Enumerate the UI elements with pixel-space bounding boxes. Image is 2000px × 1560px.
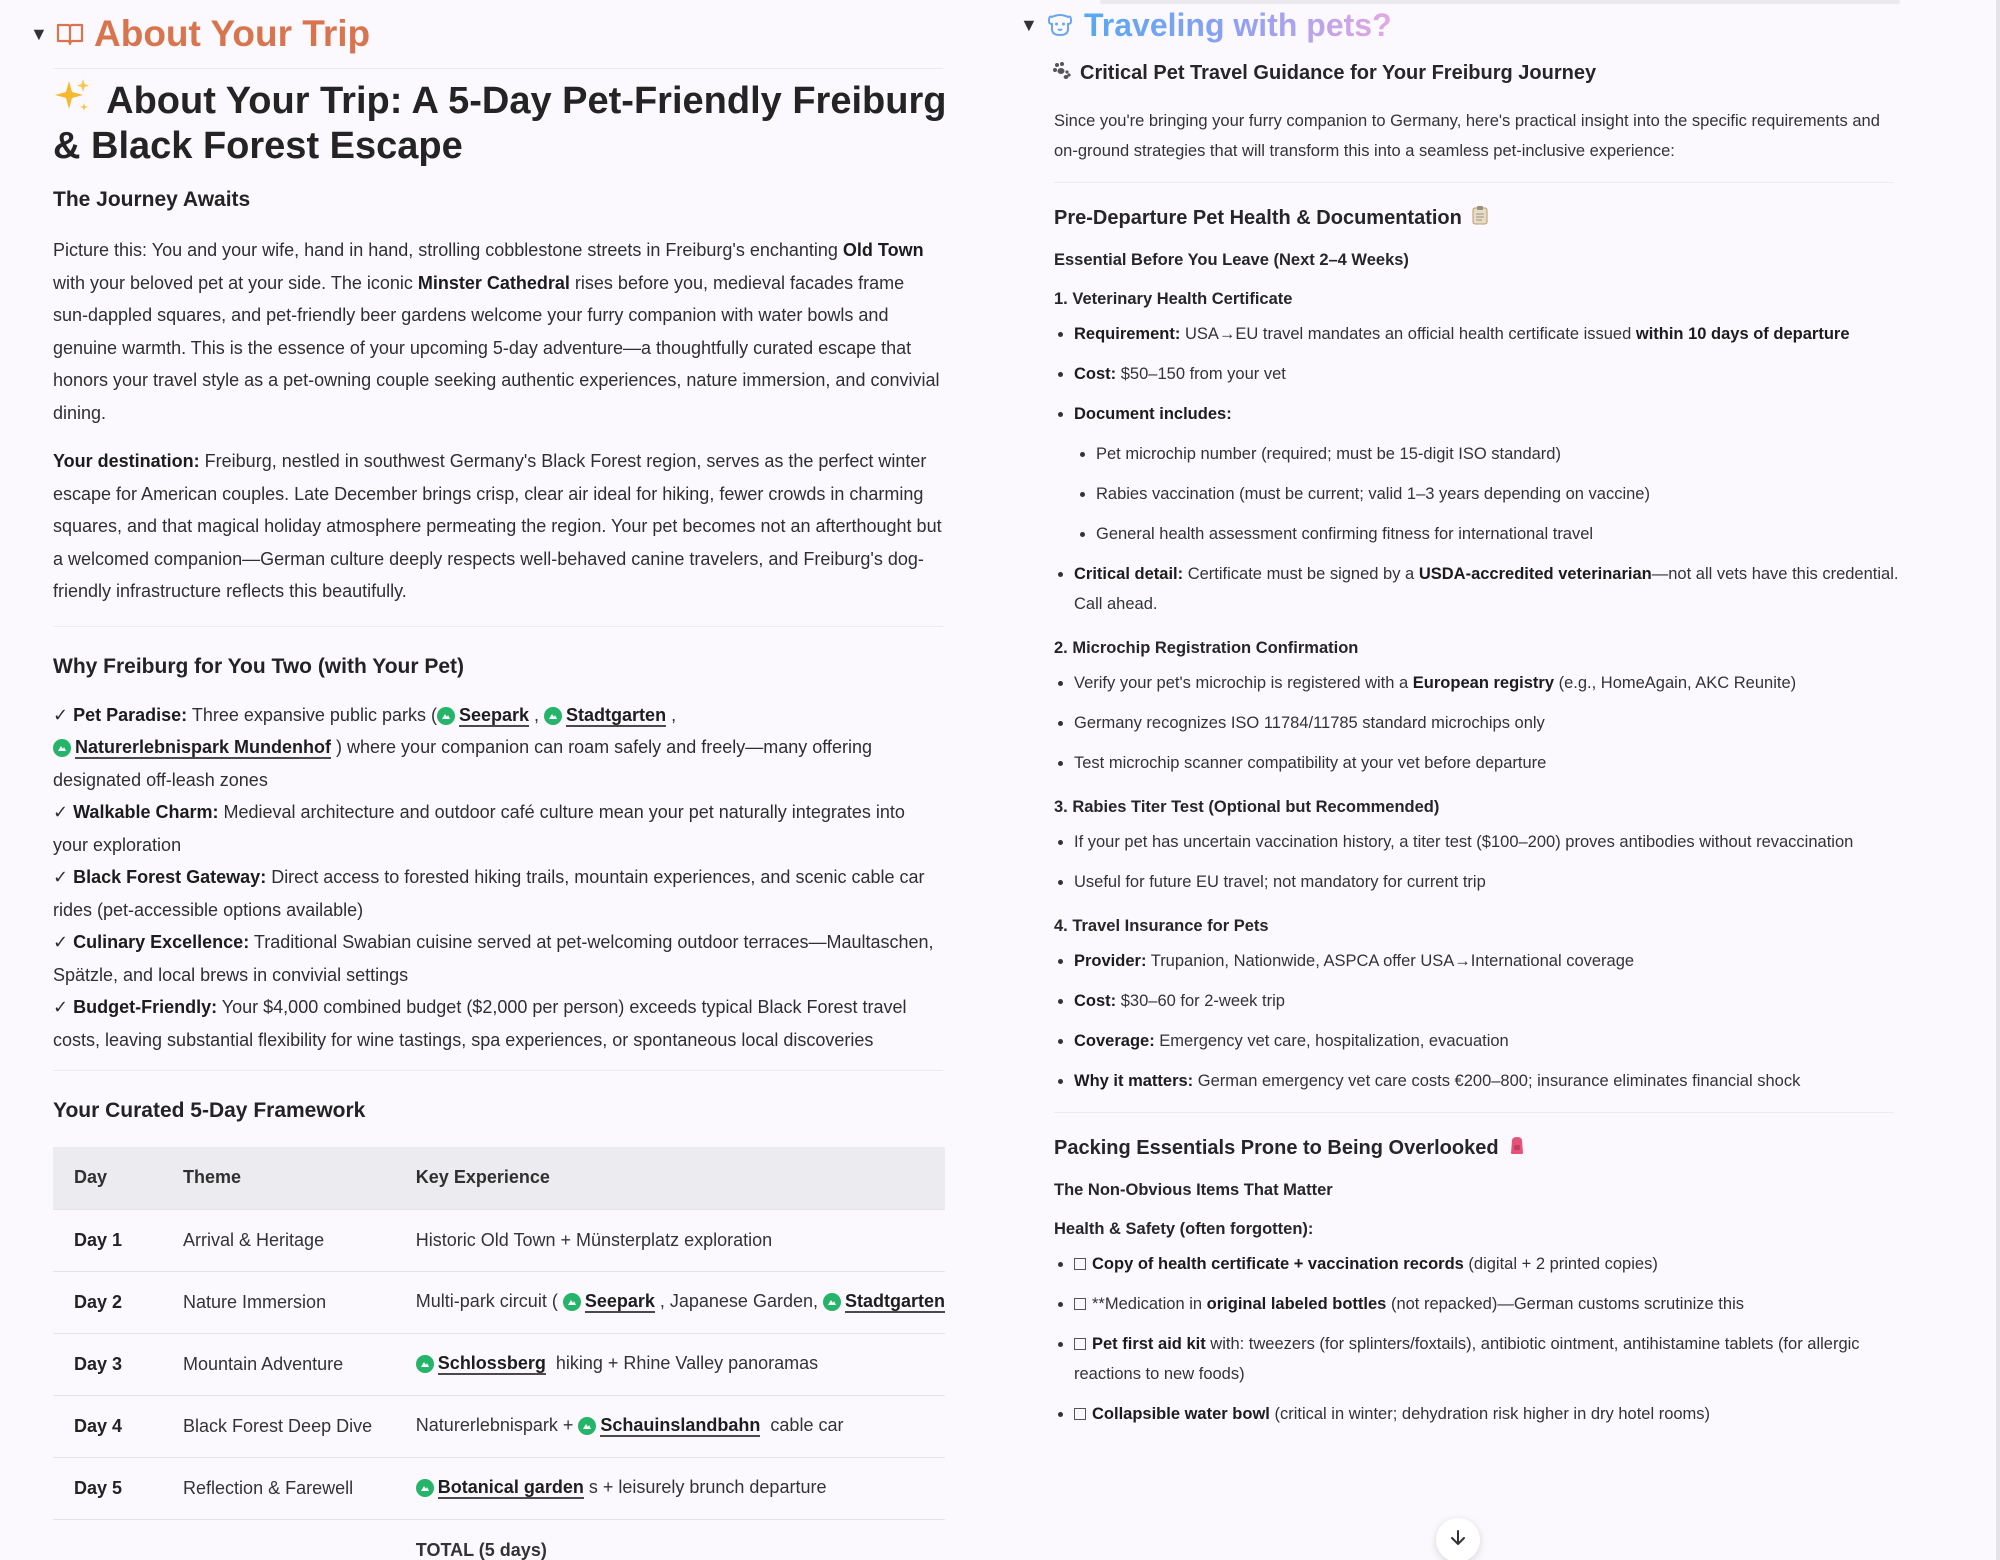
map-pin-icon <box>53 739 71 757</box>
journey-heading: The Journey Awaits <box>53 188 251 211</box>
section-title: Traveling with pets? <box>1084 6 1392 43</box>
list-item: • Why it matters: German emergency vet care costs €200–800; insurance eliminates financial shock <box>1074 1066 1899 1096</box>
collapse-caret-icon[interactable]: ▼ <box>30 23 48 44</box>
insurance-heading: 4. Travel Insurance for Pets <box>1054 917 1269 935</box>
list-item: ✓ Culinary Excellence: Traditional Swabian cuisine served at pet-welcoming outdoor terraces—Maultaschen, Spätzle, and local brews in convivial settings <box>53 932 934 985</box>
arrow-down-icon <box>1448 1528 1468 1553</box>
rabies-list <box>1074 827 1899 897</box>
predeparture-heading: Pre-Departure Pet Health & Documentation <box>1054 205 1980 231</box>
table-total-row: TOTAL (5 days) <box>53 1519 945 1560</box>
itinerary-table <box>53 1147 945 1560</box>
list-item: ✓ Black Forest Gateway: Direct access to forested hiking trails, mountain experiences, and scenic cable car rides (pet-accessible options available) <box>53 867 925 920</box>
table-row: Day 2 Nature Immersion Multi-park circuit ( Seepark , Japanese Garden, Stadtgarten <box>53 1271 945 1333</box>
map-pin-icon <box>416 1479 434 1497</box>
scrollbar-track[interactable] <box>1996 0 2000 1560</box>
list-item: • Document includes: • Pet microchip number (required; must be 15-digit ISO standard) • Rabies vaccination (must be current; valid 1–3 years depending on vaccine) • General health assessment confirming fitness for international travel <box>1074 399 1899 549</box>
pets-header[interactable] <box>1020 0 1980 50</box>
health-safety-heading: Health & Safety (often forgotten): <box>1054 1220 1314 1238</box>
checkbox[interactable] <box>1074 1258 1086 1270</box>
essential-heading: Essential Before You Leave (Next 2–4 Weeks) <box>1054 251 1409 269</box>
sparkles-icon <box>53 77 97 125</box>
list-item: • Test microchip scanner compatibility at your vet before departure <box>1074 748 1899 778</box>
why-freiburg-list <box>53 699 943 1057</box>
list-item: • General health assessment confirming fitness for international travel <box>1096 519 1896 549</box>
checkbox[interactable] <box>1074 1338 1086 1350</box>
list-item: • Cost: $30–60 for 2-week trip <box>1074 986 1899 1016</box>
checkbox[interactable] <box>1074 1298 1086 1310</box>
map-pin-icon <box>578 1417 596 1435</box>
destination-paragraph: Your destination: Freiburg, nestled in southwest Germany's Black Forest region, serves as the perfect winter escape for American couples. Late December brings crisp, clear air ideal for hiking, fewer crowds in charming squares, and that magical holiday atmosphere permeating the region. Your pet becomes not an afterthought but a welcomed companion—German culture deeply respects well-behaved canine travelers, and Freiburg's dog-friendly infrastructure reflects this beautifully. <box>53 451 942 601</box>
packing-heading: Packing Essentials Prone to Being Overlooked <box>1054 1135 1980 1161</box>
framework-heading: Your Curated 5-Day Framework <box>53 1099 366 1122</box>
place-link-stadtgarten[interactable]: Stadtgarten <box>544 705 666 727</box>
header-key-experience: Key Experience <box>395 1147 945 1209</box>
packing-list <box>1074 1249 1899 1429</box>
list-item: ✓ Pet Paradise: Three expansive public parks ( Seepark , Stadtgarten , Naturerlebnispark Mundenhof ) where your companion can roam safely and freely—many offering designated off-leash zones <box>53 704 872 790</box>
list-item: • Coverage: Emergency vet care, hospitalization, evacuation <box>1074 1026 1899 1056</box>
map-pin-icon <box>416 1355 434 1373</box>
map-pin-icon <box>437 707 455 725</box>
list-item: • If your pet has uncertain vaccination history, a titer test ($100–200) proves antibodies without revaccination <box>1074 827 1899 857</box>
pets-panel <box>1020 0 1980 1560</box>
list-item: • Useful for future EU travel; not mandatory for current trip <box>1074 867 1899 897</box>
backpack-icon <box>1509 1135 1525 1161</box>
table-row: Day 5 Reflection & Farewell Botanical garden s + leisurely brunch departure <box>53 1457 945 1519</box>
clipboard-icon <box>1472 205 1488 231</box>
place-link-botanical-garden[interactable]: Botanical garden <box>416 1477 584 1499</box>
about-trip-header[interactable] <box>30 0 950 68</box>
header-theme: Theme <box>162 1147 395 1209</box>
map-pin-icon <box>544 707 562 725</box>
table-row: Day 3 Mountain Adventure Schlossberg hiking + Rhine Valley panoramas <box>53 1333 945 1395</box>
table-row: Day 4 Black Forest Deep Dive Naturerlebnispark + Schauinslandbahn cable car <box>53 1395 945 1457</box>
place-link-mundenhof[interactable]: Naturerlebnispark Mundenhof <box>53 737 331 759</box>
microchip-heading: 2. Microchip Registration Confirmation <box>1054 639 1359 657</box>
checkbox[interactable] <box>1074 1408 1086 1420</box>
place-link-seepark[interactable]: Seepark <box>563 1291 655 1313</box>
non-obvious-heading: The Non-Obvious Items That Matter <box>1054 1181 1333 1199</box>
map-pin-icon <box>563 1293 581 1311</box>
open-book-icon <box>54 18 86 50</box>
top-divider <box>1100 0 1900 4</box>
vet-list <box>1074 319 1899 619</box>
list-item: • Provider: Trupanion, Nationwide, ASPCA offer USA→International coverage <box>1074 946 1899 976</box>
place-link-seepark[interactable]: Seepark <box>437 705 529 727</box>
list-item: ✓ Budget-Friendly: Your $4,000 combined budget ($2,000 per person) exceeds typical Black Forest travel costs, leaving substantial flexibility for wine tastings, spa experiences, or spontaneous local discoveries <box>53 997 907 1050</box>
place-link-stadtgarten[interactable]: Stadtgarten <box>823 1291 945 1313</box>
why-freiburg-heading: Why Freiburg for You Two (with Your Pet) <box>53 654 465 678</box>
rabies-heading: 3. Rabies Titer Test (Optional but Recommended) <box>1054 798 1440 816</box>
list-item: • Critical detail: Certificate must be signed by a USDA-accredited veterinarian—not all vets have this credential. Call ahead. <box>1074 559 1899 619</box>
pets-intro: Since you're bringing your furry companion to Germany, here's practical insight into the specific requirements and on-ground strategies that will transform this into a seamless pet-inclusive experience: <box>1054 112 1880 160</box>
list-item: • **Medication in original labeled bottles (not repacked)—German customs scrutinize this <box>1074 1289 1899 1319</box>
dog-face-icon <box>1044 9 1076 41</box>
guide-heading: Critical Pet Travel Guidance for Your Freiburg Journey <box>1052 60 1980 86</box>
collapse-caret-icon[interactable]: ▼ <box>1020 14 1038 35</box>
table-row: Day 1 Arrival & Heritage Historic Old Town + Münsterplatz exploration <box>53 1209 945 1271</box>
list-item: • Cost: $50–150 from your vet <box>1074 359 1899 389</box>
intro-paragraph: Picture this: You and your wife, hand in hand, strolling cobblestone streets in Freiburg's enchanting Old Town with your beloved pet at your side. The iconic Minster Cathedral rises before you, medieval facades frame sun-dappled squares, and pet-friendly beer gardens welcome your furry companion with water bowls and genuine warmth. This is the essence of your upcoming 5-day adventure—a thoughtfully curated escape that honors your travel style as a pet-owning couple seeking authentic experiences, nature immersion, and convivial dining. <box>53 240 940 423</box>
section-title: About Your Trip <box>94 13 371 54</box>
place-link-schlossberg[interactable]: Schlossberg <box>416 1353 546 1375</box>
header-day: Day <box>53 1147 162 1209</box>
list-item: • Verify your pet's microchip is registered with a European registry (e.g., HomeAgain, AKC Reunite) <box>1074 668 1899 698</box>
list-item: • Germany recognizes ISO 11784/11785 standard microchips only <box>1074 708 1899 738</box>
paw-prints-icon <box>1052 60 1072 86</box>
document-sublist <box>1096 439 1896 549</box>
about-trip-panel <box>30 0 950 1560</box>
list-item: • Pet microchip number (required; must be 15-digit ISO standard) <box>1096 439 1896 469</box>
scroll-down-button[interactable] <box>1436 1518 1480 1560</box>
map-pin-icon <box>823 1293 841 1311</box>
insurance-list <box>1074 946 1899 1096</box>
microchip-list <box>1074 668 1899 778</box>
list-item: • Rabies vaccination (must be current; valid 1–3 years depending on vaccine) <box>1096 479 1896 509</box>
list-item: • Collapsible water bowl (critical in winter; dehydration risk higher in dry hotel rooms) <box>1074 1399 1899 1429</box>
list-item: • Pet first aid kit with: tweezers (for splinters/foxtails), antibiotic ointment, antihistamine tablets (for allergic reactions to new foods) <box>1074 1329 1899 1389</box>
page-title: About Your Trip: A 5-Day Pet-Friendly Freiburg & Black Forest Escape <box>53 77 950 168</box>
vet-heading: 1. Veterinary Health Certificate <box>1054 290 1293 308</box>
table-header-row <box>53 1147 945 1209</box>
list-item: • Copy of health certificate + vaccination records (digital + 2 printed copies) <box>1074 1249 1899 1279</box>
list-item: • Requirement: USA→EU travel mandates an official health certificate issued within 10 days of departure <box>1074 319 1899 349</box>
list-item: ✓ Walkable Charm: Medieval architecture and outdoor café culture mean your pet naturally integrates into your exploration <box>53 802 905 855</box>
place-link-schauinslandbahn[interactable]: Schauinslandbahn <box>578 1415 760 1437</box>
